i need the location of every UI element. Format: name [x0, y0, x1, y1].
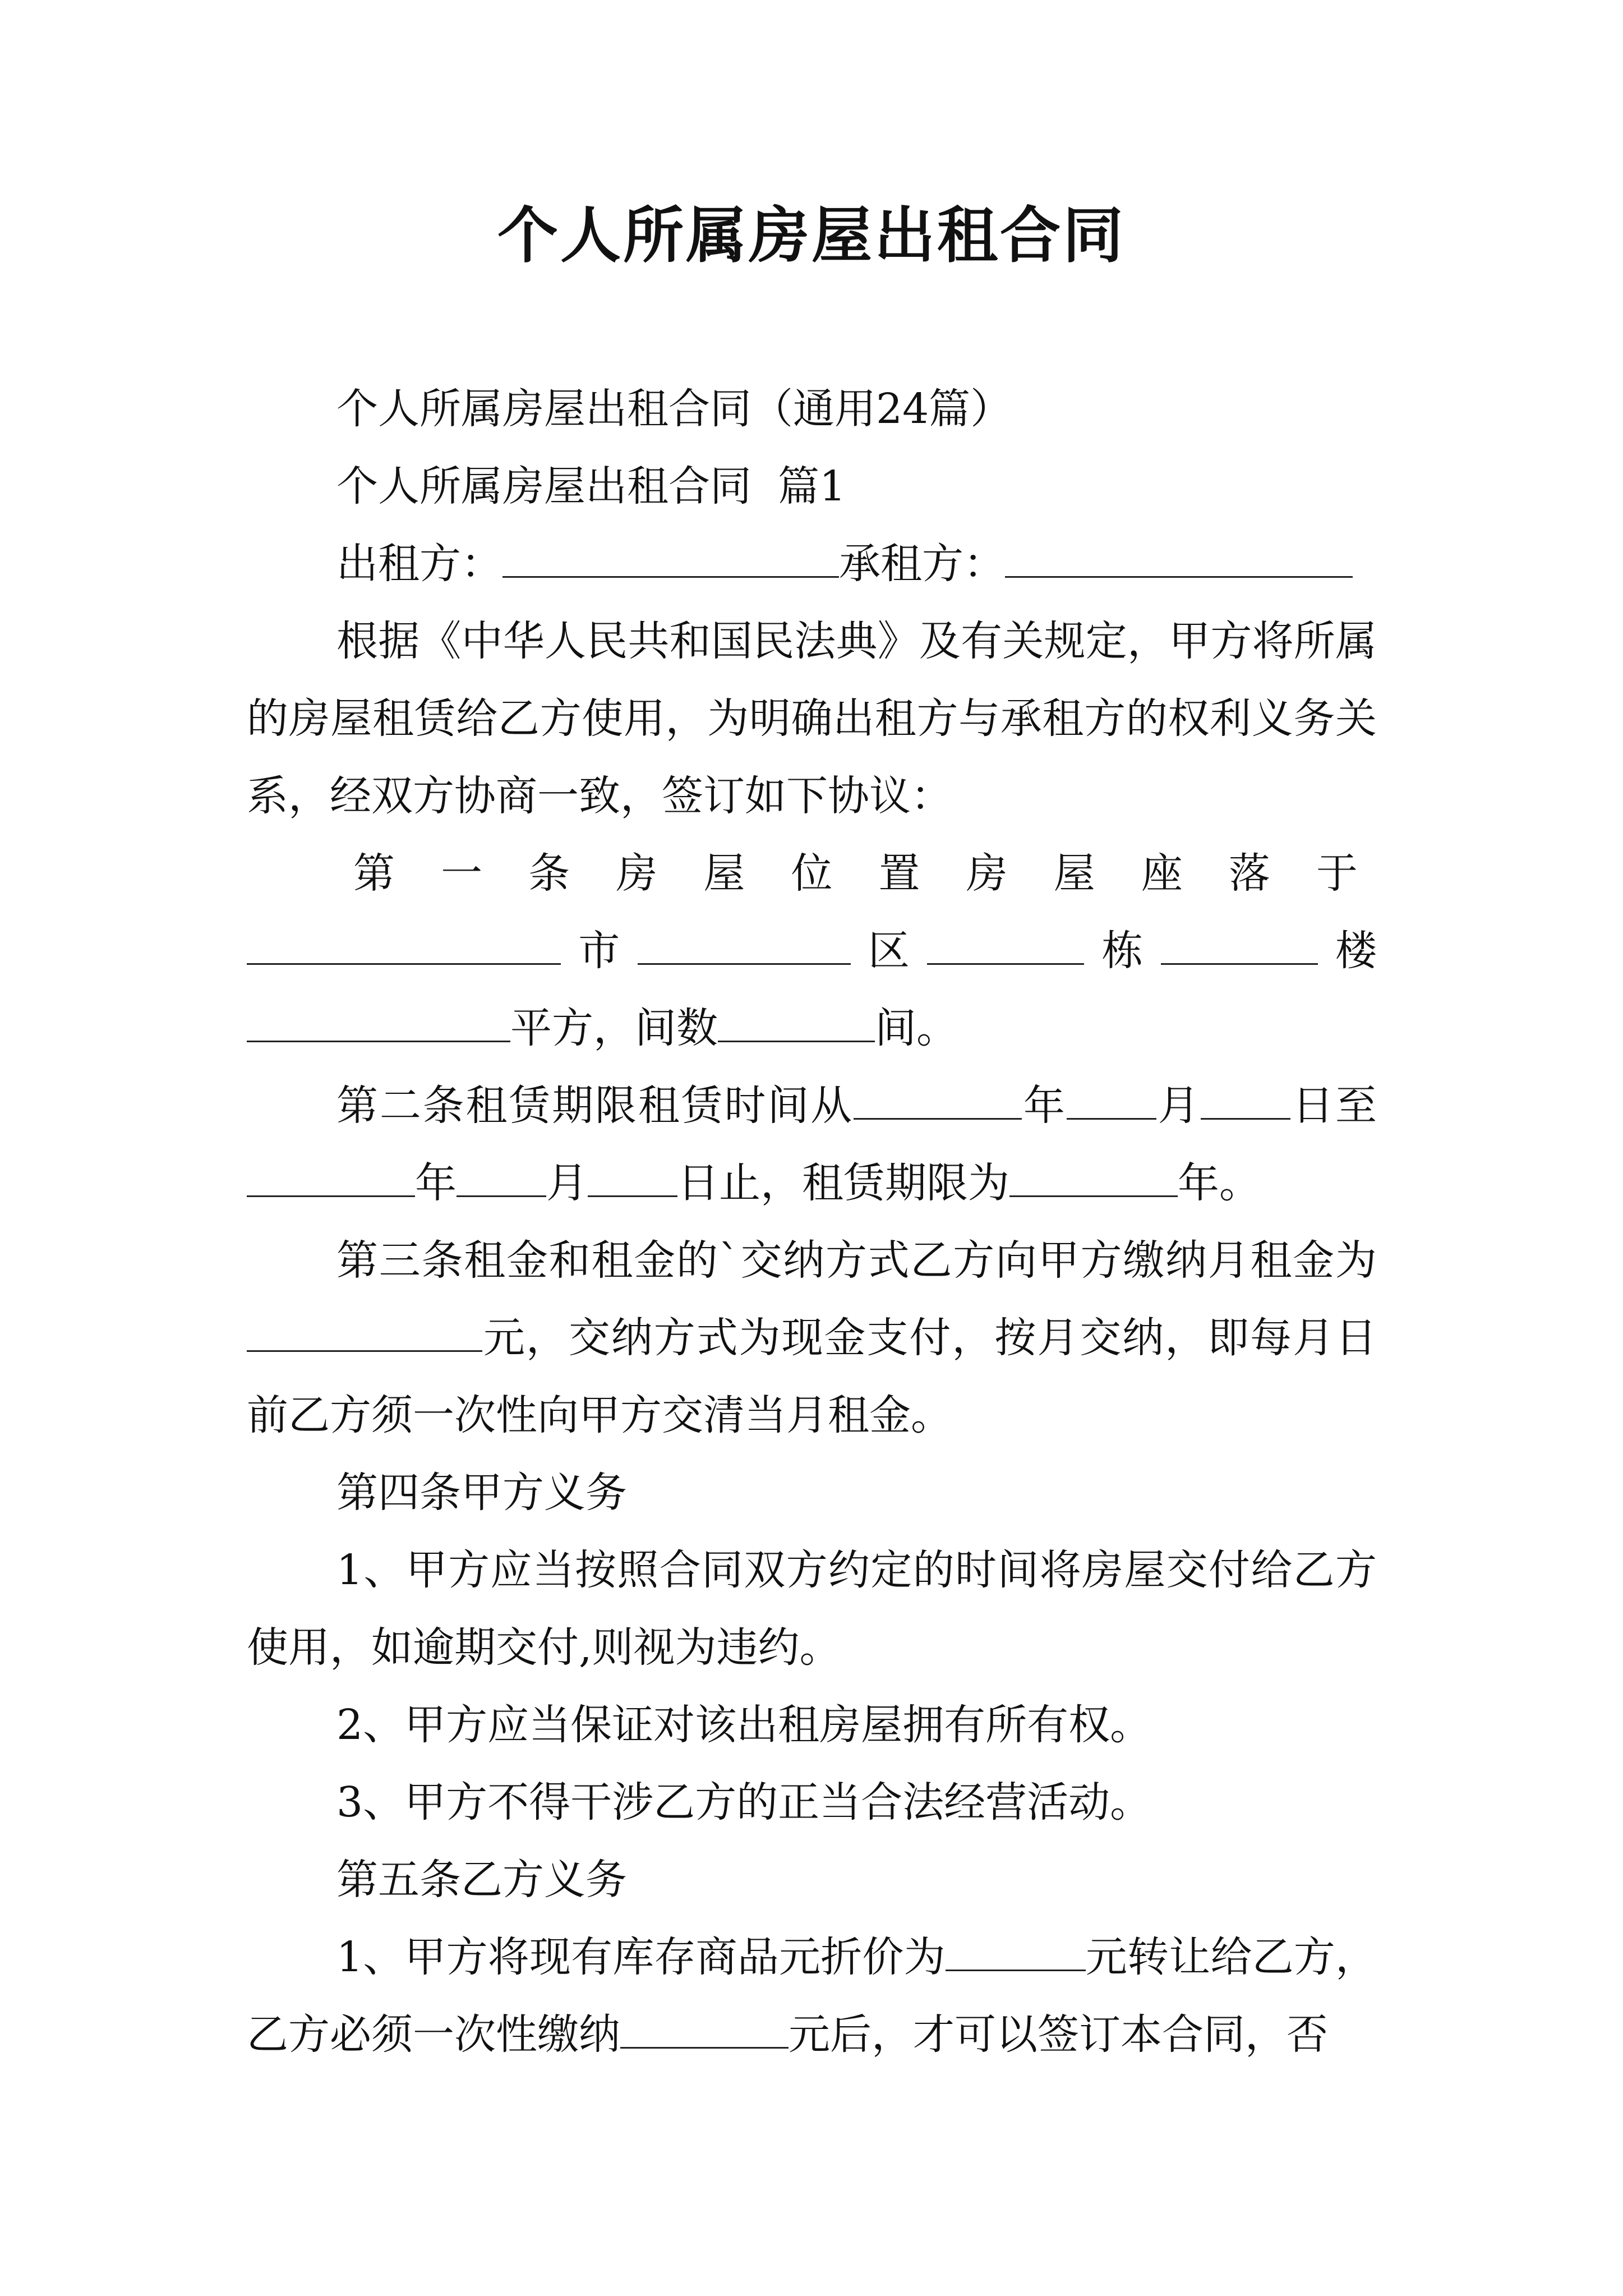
art1-text-d: 栋 — [1084, 927, 1161, 975]
article-5-heading: 第五条乙方义务 — [336, 1856, 627, 1904]
art1-blank-building — [927, 926, 1084, 965]
art1-text-f: 平方，间数 — [510, 1004, 718, 1052]
art2-end: 年。 — [1178, 1159, 1261, 1207]
article-5-item-1 — [247, 1918, 1377, 2073]
art5-text-b: 元转让给乙方，乙方必须一次性缴纳 — [247, 1933, 1377, 2059]
art5-text-a: 1、甲方将现有库存商品元折价为 — [336, 1933, 946, 1981]
art1-blank-district — [638, 926, 851, 965]
article-2 — [247, 1067, 1377, 1222]
art5-text-c: 元后，才可以签订本合同，否 — [789, 2010, 1328, 2059]
lessee-label: 承租方： — [839, 540, 1005, 588]
article-1 — [247, 835, 1377, 1067]
article-4-item-3: 3、甲方不得干涉乙方的正当合法经营活动。 — [336, 1778, 1152, 1826]
lessee-blank — [1005, 539, 1353, 578]
art1-text-c: 区 — [850, 927, 928, 975]
art2-year-2: 年 — [415, 1159, 457, 1207]
art3-text-b: 元，交纳方式为现金支付，按月交纳，即每月日前乙方须一次性向甲方交清当月租金。 — [247, 1314, 1377, 1439]
art2-text-a: 第二条租赁期限租赁时间从 — [336, 1082, 854, 1130]
article-3 — [247, 1222, 1377, 1454]
art3-text-a: 第三条租金和租金的`交纳方式乙方向甲方缴纳月租金为 — [336, 1236, 1377, 1285]
art2-day-end: 日止，租赁期限为 — [677, 1159, 1009, 1207]
parties-line — [247, 525, 1377, 602]
article-4-item-2: 2、甲方应当保证对该出租房屋拥有所有权。 — [336, 1701, 1152, 1749]
art2-blank-start-month — [1067, 1080, 1156, 1120]
art2-blank-end-day — [588, 1158, 677, 1197]
art2-month-2: 月 — [546, 1159, 588, 1207]
art2-blank-start-year — [854, 1080, 1022, 1120]
art1-blank-floor — [1161, 926, 1318, 965]
article-4-item-1: 1、甲方应当按照合同双方约定的时间将房屋交付给乙方使用，如逾期交付,则视为违约。 — [247, 1546, 1377, 1672]
art1-blank-area — [247, 1003, 510, 1042]
art2-year-1: 年 — [1022, 1082, 1067, 1130]
art1-text-a: 第一条房屋位置房屋座落于 — [353, 849, 1377, 898]
chapter-heading: 个人所属房屋出租合同 篇1 — [336, 462, 846, 510]
art3-blank-rent — [247, 1313, 482, 1352]
art1-blank-city — [247, 926, 561, 965]
art1-blank-rooms — [718, 1003, 875, 1042]
art2-day-to: 日至 — [1290, 1082, 1377, 1130]
art5-blank-price — [946, 1932, 1086, 1971]
document-body — [247, 370, 1377, 2073]
art2-blank-start-day — [1201, 1080, 1290, 1120]
intro-paragraph: 根据《中华人民共和国民法典》及有关规定，甲方将所属的房屋租赁给乙方使用，为明确出租方与承租方的权利义务关系，经双方协商一致，签订如下协议： — [247, 617, 1377, 820]
art2-blank-end-month — [457, 1158, 546, 1197]
art2-blank-term — [1009, 1158, 1178, 1197]
lessor-blank — [502, 539, 839, 578]
subtitle: 个人所属房屋出租合同（通用24篇） — [336, 385, 1012, 433]
art2-month-1: 月 — [1156, 1082, 1201, 1130]
art1-text-g: 间。 — [875, 1004, 958, 1052]
art1-text-b: 市 — [561, 927, 638, 975]
document-title: 个人所属房屋出租合同 — [497, 200, 1126, 271]
article-4-heading: 第四条甲方义务 — [336, 1469, 627, 1517]
art5-blank-payment — [620, 2009, 789, 2049]
art1-text-e: 楼 — [1317, 927, 1377, 975]
lessor-label: 出租方： — [336, 540, 502, 588]
art2-blank-end-year — [247, 1158, 415, 1197]
